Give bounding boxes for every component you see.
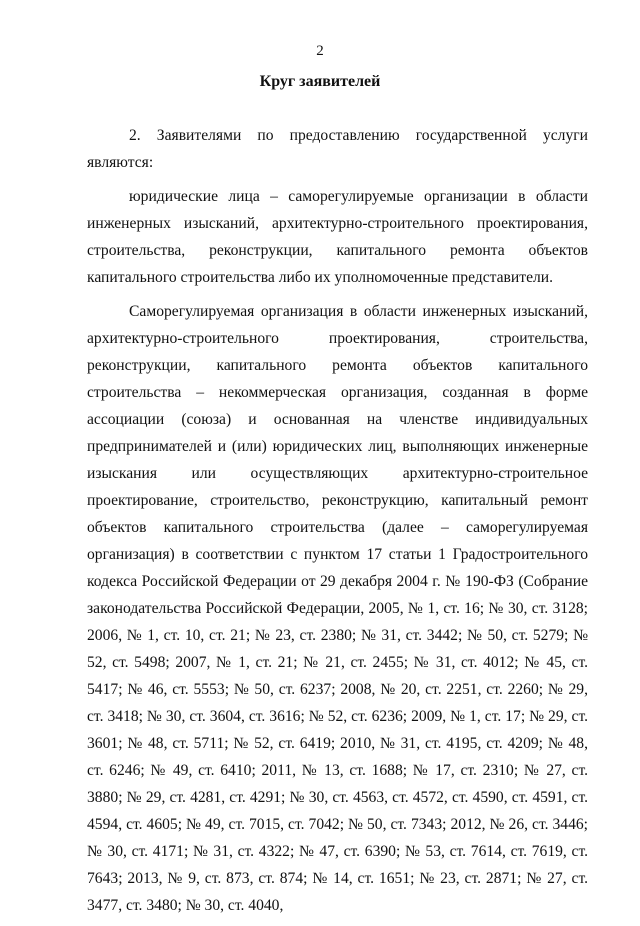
paragraph-legal-entities: юридические лица – саморегулируемые организации в области инженерных изысканий, архитектурно-строительного проектирования, строительства, реконструкции, капитального ремонта объектов капитального строительства либо их уполномоченные представители. — [87, 188, 588, 286]
paragraph-sro-definition: Саморегулируемая организация в области инженерных изысканий, архитектурно-строительного проектирования, строительства, реконструкции, капитального ремонта объектов капитального строительства – некоммерческая организация, созданная в форме ассоциации (союза) и основанная на членстве индивидуальных предпринимателей и (или) юридических лиц, выполняющих инженерные изыскания или осуществляющих архитектурно-строительное проектирование, строительство, реконструкцию, капитальный ремонт объектов капитального строительства (далее – саморегулируемая организация) в соответствии с пунктом 17 статьи 1 Градостроительного кодекса Российской Федерации от 29 декабря 2004 г. № 190-ФЗ (Собрание законодательства Российской Федерации, 2005, № 1, ст. 16; № 30, ст. 3128; 2006, № 1, ст. 10, ст. 21; № 23, ст. 2380; № 31, ст. 3442; № 50, ст. 5279; № 52, ст. 5498; 2007, № 1, ст. 21; № 21, ст. 2455; № 31, ст. 4012; № 45, ст. 5417; № 46, ст. 5553; № 50, ст. 6237; 2008, № 20, ст. 2251, ст. 2260; № 29, ст. 3418; № 30, ст. 3604, ст. 3616; № 52, ст. 6236; 2009, № 1, ст. 17; № 29, ст. 3601; № 48, ст. 5711; № 52, ст. 6419; 2010, № 31, ст. 4195, ст. 4209; № 48, ст. 6246; № 49, ст. 6410; 2011, № 13, ст. 1688; № 17, ст. 2310; № 27, ст. 3880; № 29, ст. 4281, ст. 4291; № 30, ст. 4563, ст. 4572, ст. 4590, ст. 4591, ст. 4594, ст. 4605; № 49, ст. 7015, ст. 7042; № 50, ст. 7343; 2012, № 26, ст. 3446; № 30, ст. 4171; № 31, ст. 4322; № 47, ст. 6390; № 53, ст. 7614, ст. 7619, ст. 7643; 2013, № 9, ст. 873, ст. 874; № 14, ст. 1651; № 23, ст. 2871; № 27, ст. 3477, ст. 3480; № 30, ст. 4040, — [87, 303, 588, 914]
body-text — [87, 122, 588, 926]
page-number: 2 — [316, 43, 324, 59]
paragraph-applicants-intro: 2. Заявителями по предоставлению государственной услуги являются: — [87, 127, 588, 171]
section-heading: Круг заявителей — [259, 73, 381, 90]
